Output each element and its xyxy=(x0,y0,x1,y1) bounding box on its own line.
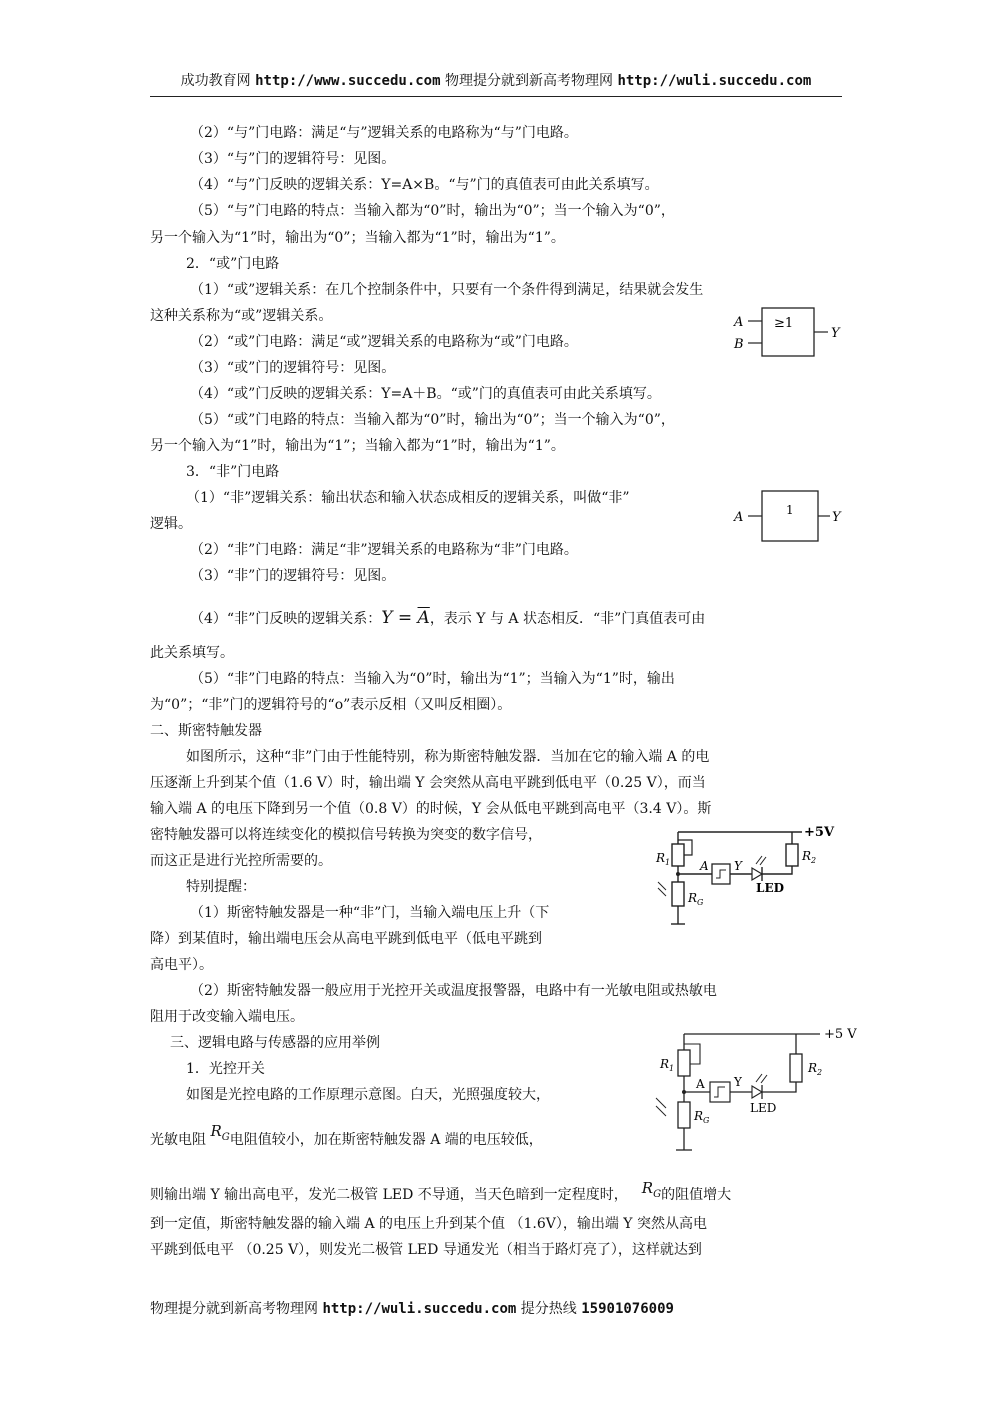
text-line: 输入端 A 的电压下降到另一个值（0.8 V）的时候，Y 会从低电平跳到高电平（3.4 V）。斯 xyxy=(150,801,712,817)
rg-letter: R xyxy=(210,1122,222,1140)
subheading: 1．光控开关 xyxy=(186,1061,265,1077)
node-a-label: A xyxy=(700,859,709,873)
resistor-r1 xyxy=(672,844,684,866)
text-fragment: （4）“非”门反映的逻辑关系： xyxy=(190,611,382,627)
r2-label xyxy=(801,849,816,865)
r1-letter: R xyxy=(660,1057,670,1071)
text-line: （5）“或”门电路的特点：当输入都为“0”时，输出为“0”；当一个输入为“0”， xyxy=(190,412,675,428)
light-arrow xyxy=(656,1098,666,1108)
schmitt-symbol xyxy=(716,870,726,878)
r1-letter: R xyxy=(656,851,666,865)
rg-subscript: G xyxy=(221,1132,230,1143)
r1-subscript: 1 xyxy=(669,1064,675,1073)
formula-equals: = xyxy=(392,608,418,628)
resistor-r2 xyxy=(790,1054,802,1082)
rg-label xyxy=(687,891,704,907)
or-gate-symbol: ≥1 xyxy=(774,316,794,331)
text-line: （1）斯密特触发器是一种“非”门，当输入端电压上升（下 xyxy=(190,905,550,921)
schmitt-circuit-figure-1 xyxy=(652,822,842,934)
section-heading: 3．“非”门电路 xyxy=(186,464,280,480)
page-footer xyxy=(150,1298,674,1318)
footer-text-b: 提分热线 xyxy=(516,1301,582,1317)
text-line: 为“0”；“非”门的逻辑符号的“o”表示反相（又叫反相圈）。 xyxy=(150,697,512,713)
schmitt-gate xyxy=(712,864,730,884)
text-fragment: 则输出端 Y 输出高电平，发光二极管 LED 不导通，当天色暗到一定程度时， xyxy=(150,1187,628,1203)
text-line: （1）“或”逻辑关系：在几个控制条件中，只要有一个条件得到满足，结果就会发生 xyxy=(190,282,704,298)
schmitt-gate xyxy=(710,1082,730,1102)
text-line: 如图所示，这种“非”门由于性能特别，称为斯密特触发器．当加在它的输入端 A 的电 xyxy=(186,749,710,765)
rg-symbol xyxy=(641,1179,662,1200)
text-line: 逻辑。 xyxy=(150,516,192,532)
r2-subscript: 2 xyxy=(811,856,817,865)
text-line: （4）“或”门反映的逻辑关系：Y=A＋B。“或”门的真值表可由此关系填写。 xyxy=(190,386,661,402)
text-line: 到一定值，斯密特触发器的输入端 A 的电压上升到某个值 （1.6V），输出端 Y 突然从高电 xyxy=(150,1216,707,1232)
text-line xyxy=(190,608,705,629)
resistor-r1 xyxy=(678,1050,690,1076)
header-link-succedu[interactable]: http://www.succedu.com xyxy=(255,73,441,89)
not-formula xyxy=(381,608,430,628)
section-heading: 三、逻辑电路与传感器的应用举例 xyxy=(170,1035,380,1051)
r2-letter: R xyxy=(802,849,812,863)
r1-adjust-wire xyxy=(684,1044,700,1064)
light-arrow xyxy=(756,1074,762,1082)
formula-y: Y xyxy=(381,608,393,628)
not-label-a: A xyxy=(734,510,744,525)
r1-adjust-wire xyxy=(678,840,692,855)
text-fragment: 的阻值增大 xyxy=(661,1187,732,1203)
text-line: 此关系填写。 xyxy=(150,645,234,661)
led-diode xyxy=(752,868,762,880)
rg-subscript: G xyxy=(653,1189,662,1200)
text-fragment: ，表示 Y 与 A 状态相反．“非”门真值表可由 xyxy=(429,611,706,627)
rg-subscript: G xyxy=(697,898,704,907)
text-line: 降）到某值时，输出端电压会从高电平跳到低电平（低电平跳到 xyxy=(150,931,542,947)
photoresistor-rg xyxy=(672,882,684,906)
footer-text-a: 物理提分就到新高考物理网 xyxy=(150,1301,323,1317)
r1-label xyxy=(659,1057,674,1073)
text-line: （5）“非”门电路的特点：当输入为“0”时，输出为“1”；当输入为“1”时，输出 xyxy=(190,671,675,687)
text-line: 平跳到低电平 （0.25 V），则发光二极管 LED 导通发光（相当于路灯亮了），这样就达到 xyxy=(150,1242,702,1258)
supply-label: +5V xyxy=(804,825,835,840)
supply-label: +5 V xyxy=(824,1027,857,1042)
text-line: 这种关系称为“或”逻辑关系。 xyxy=(150,308,333,324)
node-a-label: A xyxy=(696,1077,705,1091)
header-text-a: 成功教育网 xyxy=(180,73,256,89)
text-line: 如图是光控电路的工作原理示意图。白天，光照强度较大， xyxy=(186,1087,550,1103)
header-text-b: 物理提分就到新高考物理网 xyxy=(440,73,618,89)
text-line: 高电平）。 xyxy=(150,957,213,973)
photoresistor-rg xyxy=(678,1102,690,1128)
text-line: 另一个输入为“1”时，输出为“1”；当输入都为“1”时，输出为“1”。 xyxy=(150,438,565,454)
text-line xyxy=(150,1122,543,1156)
rg-label xyxy=(693,1109,710,1125)
text-line: 另一个输入为“1”时，输出为“0”；当输入都为“1”时，输出为“1”。 xyxy=(150,230,565,246)
r2-label xyxy=(807,1061,822,1077)
section-heading: 2．“或”门电路 xyxy=(186,256,280,272)
led-label: LED xyxy=(756,881,784,895)
text-line: （2）“或”门电路：满足“或”逻辑关系的电路称为“或”门电路。 xyxy=(190,334,578,350)
r1-label xyxy=(655,851,670,867)
header-link-wuli[interactable]: http://wuli.succedu.com xyxy=(617,73,812,89)
or-label-b: B xyxy=(734,337,744,352)
text-line: （5）“与”门电路的特点：当输入都为“0”时，输出为“0”；当一个输入为“0”， xyxy=(190,203,675,219)
footer-phone: 15901076009 xyxy=(581,1301,674,1317)
node-y-label: Y xyxy=(734,859,742,873)
light-arrow xyxy=(656,1106,666,1116)
text-fragment: 电阻值较小，加在斯密特触发器 A 端的电压较低， xyxy=(229,1132,543,1148)
text-line: （3）“或”门的逻辑符号：见图。 xyxy=(190,360,396,376)
subheading: 特别提醒： xyxy=(186,879,256,895)
text-line: （4）“与”门反映的逻辑关系：Y=A×B。“与”门的真值表可由此关系填写。 xyxy=(190,177,659,193)
r2-subscript: 2 xyxy=(817,1068,823,1077)
text-line xyxy=(150,1179,732,1211)
led-diode xyxy=(752,1086,762,1098)
text-fragment: 光敏电阻 xyxy=(150,1132,211,1148)
r1-subscript: 1 xyxy=(665,858,671,867)
rg-letter: R xyxy=(688,891,698,905)
node-y-label: Y xyxy=(734,1075,742,1089)
text-line: （2）斯密特触发器一般应用于光控开关或温度报警器，电路中有一光敏电阻或热敏电 xyxy=(190,983,717,999)
rg-symbol xyxy=(210,1122,230,1143)
text-line: （2）“与”门电路：满足“与”逻辑关系的电路称为“与”门电路。 xyxy=(190,125,578,141)
text-line: 密特触发器可以将连续变化的模拟信号转换为突变的数字信号， xyxy=(150,827,542,843)
not-gate-symbol: 1 xyxy=(786,503,794,517)
resistor-r2 xyxy=(786,844,798,866)
text-line: （1）“非”逻辑关系：输出状态和输入状态成相反的逻辑关系，叫做“非” xyxy=(186,490,630,506)
schmitt-circuit-figure-2 xyxy=(650,1024,857,1160)
not-label-y: Y xyxy=(832,510,841,525)
rg-letter: R xyxy=(641,1179,654,1197)
page-header xyxy=(150,70,842,90)
schmitt-symbol xyxy=(714,1087,725,1097)
light-arrow xyxy=(761,1075,767,1083)
or-label-a: A xyxy=(734,315,744,330)
r2-letter: R xyxy=(808,1061,818,1075)
header-divider xyxy=(150,96,842,97)
text-line: 阻用于改变输入端电压。 xyxy=(150,1009,304,1025)
formula-a-bar: $\overline{A}$ xyxy=(417,608,430,628)
led-label: LED xyxy=(750,1101,777,1115)
wire xyxy=(762,866,792,874)
rg-subscript: G xyxy=(703,1116,710,1125)
text-line: （3）“非”门的逻辑符号：见图。 xyxy=(190,568,396,584)
footer-link-wuli[interactable]: http://wuli.succedu.com xyxy=(322,1301,517,1317)
or-gate-figure xyxy=(728,304,844,360)
text-line: （2）“非”门电路：满足“非”逻辑关系的电路称为“非”门电路。 xyxy=(190,542,578,558)
wire xyxy=(762,1082,796,1092)
text-line: （3）“与”门的逻辑符号：见图。 xyxy=(190,151,396,167)
section-heading: 二、斯密特触发器 xyxy=(150,723,262,739)
text-line: 而这正是进行光控所需要的。 xyxy=(150,853,332,869)
text-line: 压逐渐上升到某个值（1.6 V）时，输出端 Y 会突然从高电平跳到低电平（0.25 V），而当 xyxy=(150,775,706,791)
or-label-y: Y xyxy=(831,326,840,341)
rg-letter: R xyxy=(694,1109,704,1123)
not-gate-figure xyxy=(730,488,846,544)
